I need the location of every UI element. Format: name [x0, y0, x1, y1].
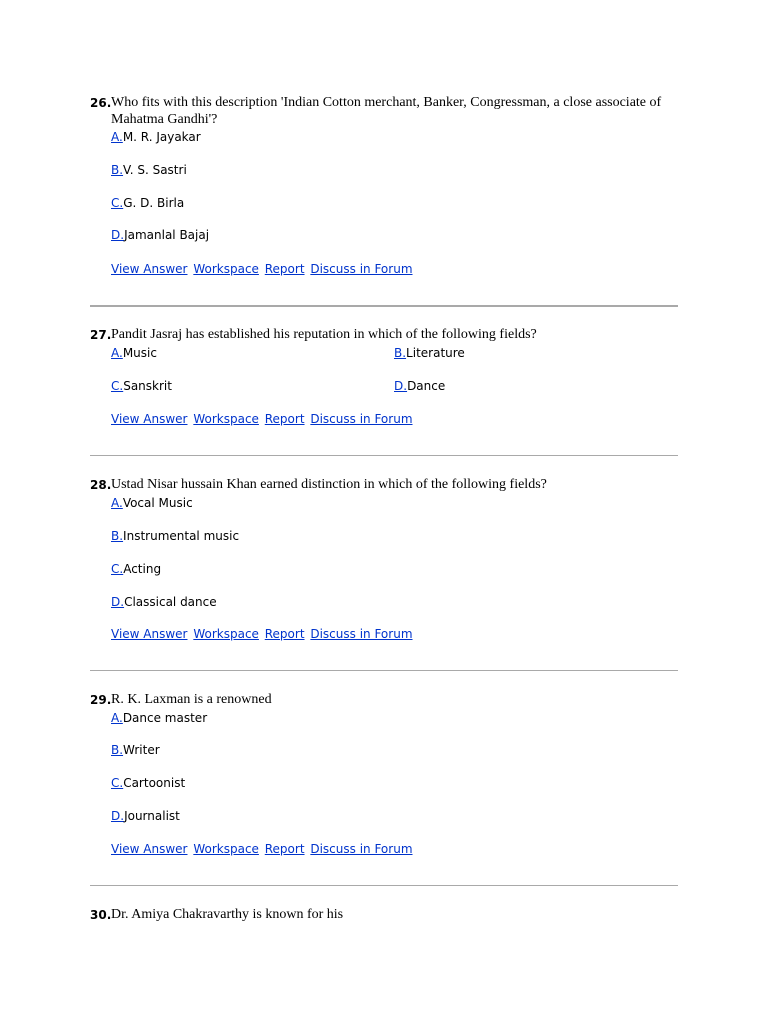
question-text: Dr. Amiya Chakravarthy is known for his: [111, 907, 344, 922]
discuss-forum-link[interactable]: Discuss in Forum: [310, 627, 413, 641]
divider: [90, 455, 678, 456]
option-c[interactable]: [111, 776, 185, 790]
discuss-forum-link[interactable]: Discuss in Forum: [310, 842, 413, 856]
question-actions: [111, 412, 415, 426]
view-answer-link[interactable]: View Answer: [111, 842, 188, 856]
question-text: Pandit Jasraj has established his reputation in which of the following fields?: [111, 327, 537, 342]
option-b[interactable]: [111, 529, 239, 543]
option-b[interactable]: [394, 346, 465, 360]
option-letter-link[interactable]: D.: [394, 379, 408, 393]
question-30: [90, 906, 678, 924]
question-number: 27.: [90, 328, 112, 342]
option-text: Sanskrit: [123, 379, 172, 393]
option-text: Cartoonist: [123, 776, 186, 790]
question-actions: [111, 262, 415, 276]
option-text: Journalist: [124, 809, 180, 823]
option-d[interactable]: [111, 595, 217, 609]
option-text: Vocal Music: [122, 496, 193, 510]
report-link[interactable]: Report: [264, 842, 305, 856]
question-26: [90, 94, 678, 276]
option-c[interactable]: [111, 196, 184, 210]
option-letter-link[interactable]: B.: [394, 346, 407, 360]
option-text: Jamanlal Bajaj: [124, 228, 210, 242]
option-c[interactable]: [111, 379, 172, 393]
option-letter-link[interactable]: A.: [111, 130, 123, 144]
option-letter-link[interactable]: C.: [111, 776, 124, 790]
workspace-link[interactable]: Workspace: [193, 412, 259, 426]
option-text: V. S. Sastri: [123, 163, 187, 177]
option-text: Acting: [123, 562, 162, 576]
view-answer-link[interactable]: View Answer: [111, 627, 188, 641]
report-link[interactable]: Report: [264, 412, 305, 426]
question-27: [90, 326, 678, 426]
divider: [90, 670, 678, 671]
workspace-link[interactable]: Workspace: [193, 627, 259, 641]
option-d[interactable]: [111, 809, 180, 823]
workspace-link[interactable]: Workspace: [193, 842, 259, 856]
option-letter-link[interactable]: C.: [111, 379, 124, 393]
option-text: Writer: [123, 743, 160, 757]
view-answer-link[interactable]: View Answer: [111, 412, 188, 426]
option-letter-link[interactable]: B.: [111, 529, 124, 543]
workspace-link[interactable]: Workspace: [193, 262, 259, 276]
option-letter-link[interactable]: D.: [111, 595, 125, 609]
option-a[interactable]: [111, 346, 157, 360]
option-text: Dance master: [122, 711, 208, 725]
option-letter-link[interactable]: A.: [111, 496, 123, 510]
question-text: Ustad Nisar hussain Khan earned distinction in which of the following fields?: [111, 477, 547, 492]
option-text: M. R. Jayakar: [122, 130, 201, 144]
report-link[interactable]: Report: [264, 262, 305, 276]
question-28: [90, 476, 678, 641]
question-text: R. K. Laxman is a renowned: [111, 692, 272, 707]
discuss-forum-link[interactable]: Discuss in Forum: [310, 412, 413, 426]
option-a[interactable]: [111, 496, 193, 510]
option-letter-link[interactable]: A.: [111, 346, 123, 360]
question-29: [90, 691, 678, 856]
discuss-forum-link[interactable]: Discuss in Forum: [310, 262, 413, 276]
option-letter-link[interactable]: A.: [111, 711, 123, 725]
option-a[interactable]: [111, 711, 207, 725]
option-d[interactable]: [394, 379, 445, 393]
question-actions: [111, 627, 415, 641]
option-text: Music: [122, 346, 157, 360]
option-letter-link[interactable]: B.: [111, 163, 124, 177]
option-d[interactable]: [111, 228, 209, 242]
option-c[interactable]: [111, 562, 161, 576]
question-number: 26.: [90, 96, 112, 110]
option-letter-link[interactable]: D.: [111, 809, 125, 823]
option-text: Dance: [407, 379, 446, 393]
option-text: Literature: [406, 346, 465, 360]
question-number: 29.: [90, 693, 112, 707]
option-text: Instrumental music: [123, 529, 240, 543]
option-text: Classical dance: [124, 595, 217, 609]
report-link[interactable]: Report: [264, 627, 305, 641]
option-text: G. D. Birla: [123, 196, 185, 210]
question-number: 30.: [90, 908, 112, 922]
option-letter-link[interactable]: C.: [111, 196, 124, 210]
view-answer-link[interactable]: View Answer: [111, 262, 188, 276]
option-b[interactable]: [111, 743, 160, 757]
option-b[interactable]: [111, 163, 187, 177]
option-a[interactable]: [111, 130, 201, 144]
option-letter-link[interactable]: C.: [111, 562, 124, 576]
question-actions: [111, 842, 415, 856]
option-letter-link[interactable]: B.: [111, 743, 124, 757]
question-text: Who fits with this description 'Indian Cotton merchant, Banker, Congressman, a close associate of Mahatma Gandhi'?: [111, 95, 662, 127]
divider: [90, 305, 678, 307]
question-number: 28.: [90, 478, 112, 492]
divider: [90, 885, 678, 886]
option-letter-link[interactable]: D.: [111, 228, 125, 242]
